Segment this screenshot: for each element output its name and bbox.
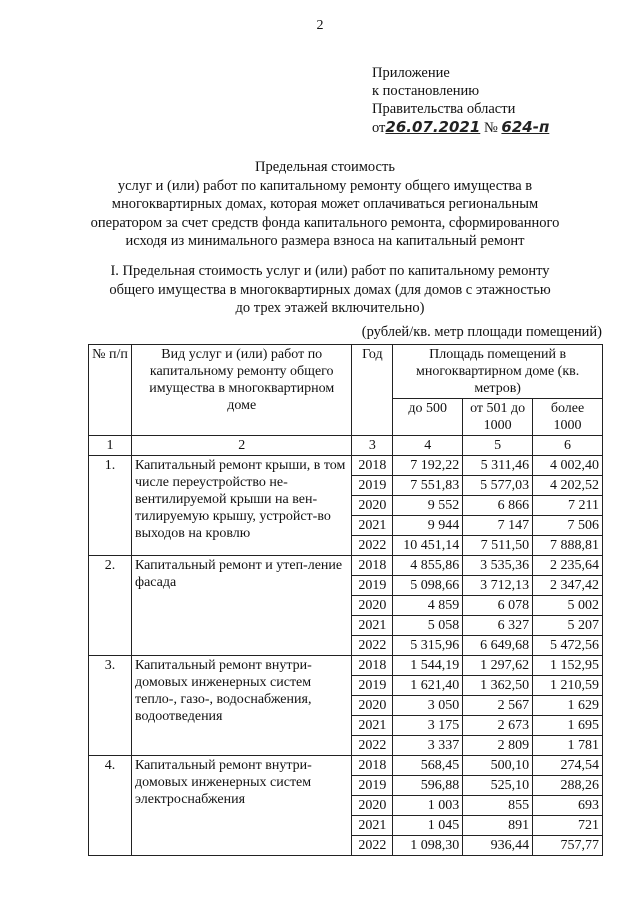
year-cell: 2021 <box>352 516 393 536</box>
col-number: 5 <box>463 436 533 456</box>
price-lt500-cell: 9 552 <box>393 496 463 516</box>
table-row <box>89 456 603 476</box>
table-row <box>89 656 603 676</box>
price-lt500-cell: 1 003 <box>393 796 463 816</box>
title-line-5: исходя из минимального размера взноса на капитальный ремонт <box>125 233 525 249</box>
header-area: Площадь помещений в многоквартирном доме (кв. метров) <box>393 345 603 399</box>
section-heading <box>100 262 560 318</box>
price-gt1000-cell: 2 347,42 <box>533 576 603 596</box>
price-501-1000-cell: 891 <box>463 816 533 836</box>
document-title <box>90 158 560 251</box>
section-line-1: I. Предельная стоимость услуг и (или) работ по капитальному ремонту <box>110 263 550 279</box>
year-cell: 2019 <box>352 476 393 496</box>
number-prefix: № <box>483 120 498 136</box>
col-number: 3 <box>352 436 393 456</box>
year-cell: 2021 <box>352 816 393 836</box>
year-cell: 2018 <box>352 656 393 676</box>
title-line-1: Предельная стоимость <box>255 159 395 175</box>
price-gt1000-cell: 7 211 <box>533 496 603 516</box>
price-lt500-cell: 10 451,14 <box>393 536 463 556</box>
price-lt500-cell: 1 544,19 <box>393 656 463 676</box>
appendix-line-2: к постановлению <box>372 83 480 99</box>
units-note: (рублей/кв. метр площади помещений) <box>361 324 602 340</box>
row-number: 1. <box>89 456 132 556</box>
title-line-4: оператором за счет средств фонда капитального ремонта, сформированного <box>90 214 560 231</box>
price-lt500-cell: 1 621,40 <box>393 676 463 696</box>
price-501-1000-cell: 5 311,46 <box>463 456 533 476</box>
year-cell: 2022 <box>352 636 393 656</box>
price-gt1000-cell: 1 152,95 <box>533 656 603 676</box>
price-501-1000-cell: 525,10 <box>463 776 533 796</box>
price-gt1000-cell: 1 781 <box>533 736 603 756</box>
col-number: 1 <box>89 436 132 456</box>
price-gt1000-cell: 4 002,40 <box>533 456 603 476</box>
year-cell: 2020 <box>352 796 393 816</box>
year-cell: 2020 <box>352 596 393 616</box>
price-501-1000-cell: 500,10 <box>463 756 533 776</box>
page-number: 2 <box>316 18 324 33</box>
price-501-1000-cell: 6 327 <box>463 616 533 636</box>
price-gt1000-cell: 7 506 <box>533 516 603 536</box>
price-lt500-cell: 9 944 <box>393 516 463 536</box>
price-501-1000-cell: 1 297,62 <box>463 656 533 676</box>
price-gt1000-cell: 288,26 <box>533 776 603 796</box>
col-number: 6 <box>533 436 603 456</box>
table-row <box>89 556 603 576</box>
year-cell: 2018 <box>352 456 393 476</box>
price-501-1000-cell: 2 673 <box>463 716 533 736</box>
price-gt1000-cell: 5 472,56 <box>533 636 603 656</box>
signed-date: 26.07.2021 <box>385 118 481 136</box>
price-lt500-cell: 1 045 <box>393 816 463 836</box>
price-501-1000-cell: 936,44 <box>463 836 533 856</box>
price-gt1000-cell: 721 <box>533 816 603 836</box>
year-cell: 2022 <box>352 536 393 556</box>
row-number: 4. <box>89 756 132 856</box>
price-lt500-cell: 4 859 <box>393 596 463 616</box>
price-501-1000-cell: 3 712,13 <box>463 576 533 596</box>
price-501-1000-cell: 1 362,50 <box>463 676 533 696</box>
title-line-3: многоквартирных домах, которая может оплачиваться региональным <box>111 196 539 212</box>
decree-number: 624-п <box>501 118 550 136</box>
price-lt500-cell: 568,45 <box>393 756 463 776</box>
header-area-gt1000: более 1000 <box>533 399 603 436</box>
price-501-1000-cell: 2 567 <box>463 696 533 716</box>
header-row <box>89 345 603 399</box>
year-cell: 2021 <box>352 716 393 736</box>
year-cell: 2022 <box>352 736 393 756</box>
price-501-1000-cell: 855 <box>463 796 533 816</box>
header-service: Вид услуг и (или) работ по капитальному ремонту общего имущества в многоквартирном доме <box>132 345 352 436</box>
year-cell: 2022 <box>352 836 393 856</box>
price-gt1000-cell: 7 888,81 <box>533 536 603 556</box>
table-row <box>89 756 603 776</box>
price-gt1000-cell: 757,77 <box>533 836 603 856</box>
title-line-2: услуг и (или) работ по капитальному ремонту общего имущества в <box>117 177 533 194</box>
date-prefix: от <box>372 120 386 136</box>
service-name: Капитальный ремонт и утеп-ление фасада <box>132 556 352 656</box>
price-501-1000-cell: 6 866 <box>463 496 533 516</box>
price-501-1000-cell: 7 147 <box>463 516 533 536</box>
price-gt1000-cell: 1 695 <box>533 716 603 736</box>
row-number: 2. <box>89 556 132 656</box>
header-area-501-1000: от 501 до 1000 <box>463 399 533 436</box>
col-number: 2 <box>132 436 352 456</box>
service-name: Капитальный ремонт внутри-домовых инженерных систем электроснабжения <box>132 756 352 856</box>
price-lt500-cell: 7 551,83 <box>393 476 463 496</box>
price-table <box>88 344 603 856</box>
price-lt500-cell: 596,88 <box>393 776 463 796</box>
price-lt500-cell: 3 337 <box>393 736 463 756</box>
price-gt1000-cell: 2 235,64 <box>533 556 603 576</box>
price-501-1000-cell: 7 511,50 <box>463 536 533 556</box>
price-501-1000-cell: 3 535,36 <box>463 556 533 576</box>
year-cell: 2019 <box>352 576 393 596</box>
price-lt500-cell: 1 098,30 <box>393 836 463 856</box>
service-name: Капитальный ремонт внутри-домовых инженерных систем тепло-, газо-, водоснабжения, водоотведения <box>132 656 352 756</box>
price-lt500-cell: 5 315,96 <box>393 636 463 656</box>
price-501-1000-cell: 6 649,68 <box>463 636 533 656</box>
price-lt500-cell: 7 192,22 <box>393 456 463 476</box>
price-gt1000-cell: 4 202,52 <box>533 476 603 496</box>
col-number: 4 <box>393 436 463 456</box>
appendix-line-1: Приложение <box>372 65 450 81</box>
appendix-line-3: Правительства области <box>372 101 516 117</box>
header-no: № п/п <box>89 345 132 436</box>
price-gt1000-cell: 274,54 <box>533 756 603 776</box>
year-cell: 2019 <box>352 676 393 696</box>
price-501-1000-cell: 2 809 <box>463 736 533 756</box>
header-area-lt500: до 500 <box>393 399 463 436</box>
year-cell: 2019 <box>352 776 393 796</box>
price-501-1000-cell: 6 078 <box>463 596 533 616</box>
service-name: Капитальный ремонт крыши, в том числе переустройство не-вентилируемой крыши на вен-тилируемую крышу, устройст-во выходов на кровлю <box>132 456 352 556</box>
appendix-block <box>372 64 549 137</box>
row-number: 3. <box>89 656 132 756</box>
price-lt500-cell: 5 058 <box>393 616 463 636</box>
price-lt500-cell: 5 098,66 <box>393 576 463 596</box>
price-gt1000-cell: 693 <box>533 796 603 816</box>
section-line-3: до трех этажей включительно) <box>235 300 425 316</box>
year-cell: 2020 <box>352 696 393 716</box>
header-year: Год <box>352 345 393 436</box>
price-gt1000-cell: 5 002 <box>533 596 603 616</box>
year-cell: 2018 <box>352 556 393 576</box>
column-number-row <box>89 436 603 456</box>
price-gt1000-cell: 5 207 <box>533 616 603 636</box>
price-gt1000-cell: 1 629 <box>533 696 603 716</box>
price-501-1000-cell: 5 577,03 <box>463 476 533 496</box>
price-lt500-cell: 4 855,86 <box>393 556 463 576</box>
section-line-2: общего имущества в многоквартирных домах (для домов с этажностью <box>109 281 551 298</box>
price-gt1000-cell: 1 210,59 <box>533 676 603 696</box>
price-lt500-cell: 3 050 <box>393 696 463 716</box>
appendix-date-line <box>372 118 549 137</box>
year-cell: 2020 <box>352 496 393 516</box>
year-cell: 2021 <box>352 616 393 636</box>
table-body <box>89 436 603 856</box>
price-lt500-cell: 3 175 <box>393 716 463 736</box>
year-cell: 2018 <box>352 756 393 776</box>
